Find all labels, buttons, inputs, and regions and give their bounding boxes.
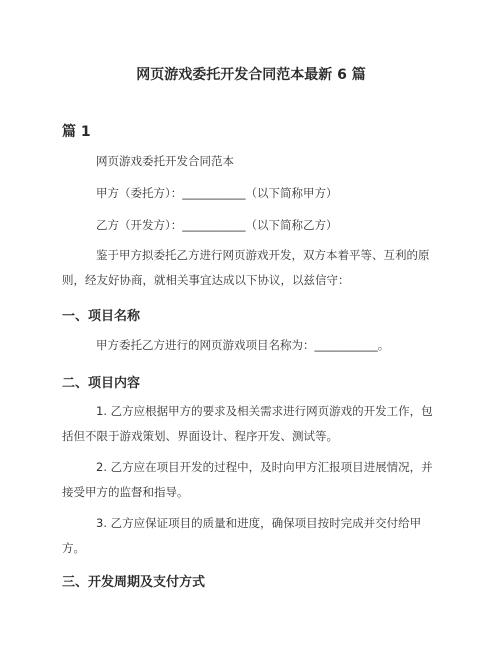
section-label: 篇 1 xyxy=(62,124,91,140)
heading-schedule-payment: 三、开发周期及支付方式 xyxy=(62,575,206,590)
content-item-2: 2. 乙方应在项目开发的过程中，及时向甲方汇报项目进展情况，并接受甲方的监督和指导。 xyxy=(62,460,433,499)
party-b-line: 乙方（开发方）：___________（以下简称乙方） xyxy=(96,218,338,232)
heading-project-name: 一、项目名称 xyxy=(62,309,141,324)
contract-title: 网页游戏委托开发合同范本 xyxy=(96,154,234,168)
content-item-3: 3. 乙方应保证项目的质量和进度，确保项目按时完成并交付给甲方。 xyxy=(62,516,422,555)
project-name-line: 甲方委托乙方进行的网页游戏项目名称为：___________。 xyxy=(96,338,390,352)
heading-project-content: 二、项目内容 xyxy=(62,376,141,391)
content-item-1: 1. 乙方应根据甲方的要求及相关需求进行网页游戏的开发工作，包括但不限于游戏策划、界面设计、程序开发、测试等。 xyxy=(62,404,433,443)
party-a-line: 甲方（委托方）：___________（以下简称甲方） xyxy=(96,186,338,200)
preamble-paragraph: 鉴于甲方拟委托乙方进行网页游戏开发，双方本着平等、互利的原则，经友好协商，就相关事宜达成以下协议，以兹信守： xyxy=(62,248,430,287)
document-title: 网页游戏委托开发合同范本最新 6 篇 xyxy=(136,67,366,83)
